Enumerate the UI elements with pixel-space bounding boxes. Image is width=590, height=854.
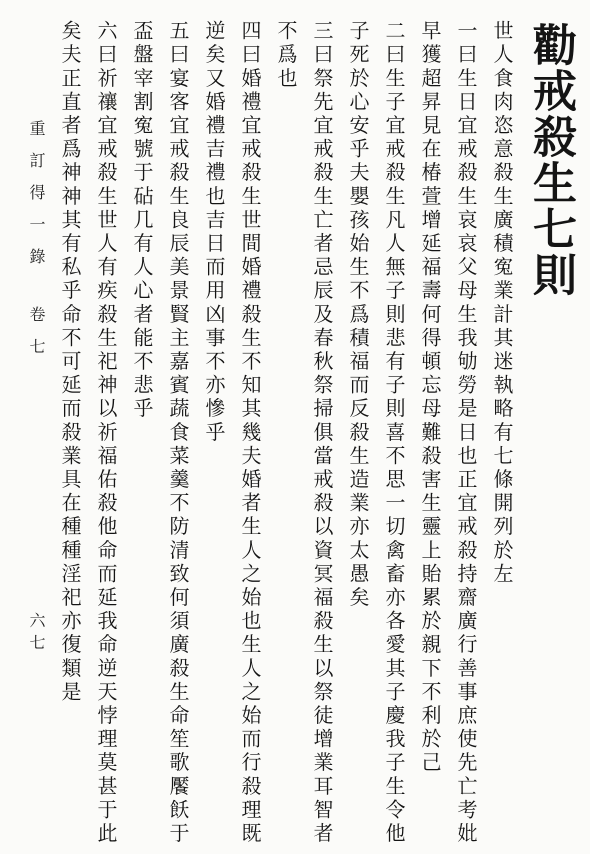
body-line-6: 三曰祭先宜戒殺生亡者忌辰及春秋祭掃俱當戒殺以資冥福殺生以祭徒增業耳智者 xyxy=(310,20,334,846)
body-line-5: 子死於心安乎夫嬰孩始生不爲積福而反殺生造業亦太愚矣 xyxy=(346,20,370,610)
body-line-7: 不爲也 xyxy=(274,20,298,91)
body-line-12: 六曰祈禳宜戒殺生世人有疾殺生祀神以祈福佑殺他命而延我命逆天悖理莫甚于此 xyxy=(94,20,118,846)
body-line-3: 早獲超昇見在椿萱增延福壽何得頓忘母難殺害生靈上貽累於親下不利於己 xyxy=(418,20,442,776)
margin-book-title xyxy=(28,120,44,370)
body-line-13: 矣夫正直者爲神神其有私乎命不可延而殺業具在種種淫祀亦復類是 xyxy=(58,20,82,705)
body-line-11: 盃盤宰割寃號于砧几有人心者能不悲乎 xyxy=(130,20,154,422)
body-line-8: 四曰婚禮宜戒殺生世間婚禮殺生不知其幾夫婚者生人之始也生人之始而行殺理既 xyxy=(238,20,262,846)
body-line-2: 一曰生日宜戒殺生哀哀父母生我劬勞是日也正宜戒殺持齋廣行善事庶使先亡考妣 xyxy=(454,20,478,846)
body-line-10: 五曰宴客宜戒殺生良辰美景賢主嘉賓蔬食菜羹不防清致何須廣殺生命笙歌饜飫于 xyxy=(166,20,190,846)
body-line-1: 世人食肉恣意殺生廣積寃業計其迷執略有七條開列於左 xyxy=(490,20,514,587)
page-number: 六七 xyxy=(27,612,46,656)
page-title: 勸戒殺生七則 xyxy=(525,22,576,298)
body-line-9: 逆矣又婚禮吉禮也吉日而用凶事不亦慘乎 xyxy=(202,20,226,445)
body-line-4: 二曰生子宜戒殺生凡人無子則悲有子則喜不思一切禽畜亦各愛其子慶我子生令他 xyxy=(382,20,406,846)
margin-volume: 卷七 xyxy=(27,306,46,370)
margin-book-name: 重訂得一錄 xyxy=(27,120,46,280)
